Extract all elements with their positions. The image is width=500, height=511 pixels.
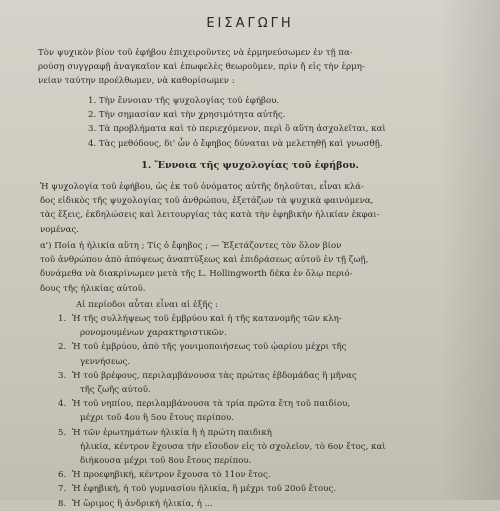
period-item: [58, 397, 386, 411]
period-number: 6.: [58, 470, 67, 481]
period-item: [58, 426, 386, 440]
intro-line: ρούσῃ συγγραφῇ ἀναγκαῖον καὶ ἐπωφελὲς θεωροῦμεν, πρὶν ἤ εἰς τὴν ἑρμη-: [38, 62, 365, 73]
period-number: 2.: [58, 342, 67, 353]
intro-list: [88, 94, 386, 151]
period-item: [58, 369, 386, 383]
period-number: 1.: [58, 314, 67, 324]
page-title: ΕΙΣΑΓΩΓΗ: [206, 16, 294, 31]
period-line: Ἡ τοῦ βρέφους, περιλαμβάνουσα τὰς πρώτας ἑβδομάδας ἢ μῆνας: [72, 370, 357, 381]
period-line: μέχρι τοῦ 4ου ἢ 5ου ἔτους περίπου.: [80, 413, 234, 424]
period-number: 3.: [58, 370, 67, 381]
period-line: Ἡ ὥριμος ἢ ἀνδρικὴ ἡλικία, ἡ ...: [72, 498, 213, 509]
section-heading: 1. Ἔννοια τῆς ψυχολογίας τοῦ ἐφήβου.: [141, 160, 359, 171]
intro-list-item: 3. Τὰ προβλήματα καὶ τὸ περιεχόμενον, περὶ ὃ αὕτη ἀσχολεῖται, καὶ: [88, 124, 386, 135]
paragraph-line: τὰς ἕξεις, ἐκδηλώσεις καὶ λειτουργίας τὰς κατὰ τὴν ἐφηβικὴν ἡλικίαν ἐκφαι-: [40, 210, 380, 221]
intro-paragraph: [38, 46, 365, 89]
paragraph-line: δους τῆς ἡλικίας αὐτοῦ.: [40, 283, 146, 294]
subsection-paragraph: [40, 239, 368, 296]
period-line: γεννήσεως.: [80, 356, 131, 367]
definition-paragraph: [40, 180, 380, 237]
period-number: 4.: [58, 399, 67, 410]
period-line: ρονομουμένων χαρακτηριστικῶν.: [80, 328, 227, 339]
period-line: Ἡ τῶν ἐρωτημάτων ἡλικία ἢ ἡ πρώτη παιδικὴ: [72, 427, 272, 438]
intro-list-item: 4. Τὰς μεθόδους, δι' ὧν ὁ ἔφηβος δύναται νὰ μελετηθῇ καὶ γνωσθῇ.: [88, 138, 383, 149]
period-number: 7.: [58, 484, 67, 495]
period-line: Ἡ τοῦ νηπίου, περιλαμβάνουσα τὰ τρία πρῶτα ἔτη τοῦ παιδίου,: [72, 399, 351, 410]
period-line: Ἡ προεφηβική, κέντρον ἔχουσα τὸ 11ον ἔτος.: [72, 470, 271, 481]
intro-line: Τὸν ψυχικὸν βίον τοῦ ἐφήβου ἐπιχειροῦντες νὰ ἑρμηνεύσωμεν ἐν τῇ πα-: [38, 48, 353, 58]
paragraph-line: δυνάμεθα νὰ διακρίνωμεν μετὰ τῆς L. Hollingworth δέκα ἐν ὅλῳ περιό-: [40, 269, 353, 280]
period-item: [58, 497, 386, 511]
period-line: Ἡ τῆς συλλήψεως τοῦ ἐμβρύου καὶ ἡ τῆς κατανομῆς τῶν κλη-: [72, 314, 342, 324]
period-line: ἡλικία, κέντρον ἔχουσα τὴν εἴσοδον εἰς τὸ σχολεῖον, τὸ 6ον ἔτος, καὶ: [80, 441, 386, 452]
periods-list: [58, 312, 386, 511]
paragraph-line: Ἡ ψυχολογία τοῦ ἐφήβου, ὡς ἐκ τοῦ ὀνόματος αὐτῆς δηλοῦται, εἶναι κλά-: [40, 182, 364, 192]
period-item: [58, 312, 386, 326]
period-line: διήκουσα μέχρι τοῦ 8ου ἔτους περίπου.: [80, 456, 252, 467]
period-item: [58, 482, 386, 496]
paragraph-line: νομένας.: [40, 224, 80, 235]
page-shadow: [440, 0, 500, 500]
period-number: 5.: [58, 427, 67, 438]
intro-line: νείαν ταύτην προέλθωμεν, νὰ καθορίσωμεν :: [38, 76, 235, 87]
period-line: τῆς ζωῆς αὐτοῦ.: [80, 385, 151, 396]
periods-intro: Αἱ περίοδοι αὗται εἶναι αἱ ἑξῆς :: [76, 300, 218, 310]
period-number: 8.: [58, 498, 67, 509]
period-item: [58, 340, 386, 354]
intro-list-item: 1. Τὴν ἔννοιαν τῆς ψυχολογίας τοῦ ἐφήβου.: [88, 96, 280, 106]
paragraph-line: τοῦ ἀνθρώπου ἀπὸ ἀπόψεως ἀναπτύξεως καὶ ἐπιδράσεως αὐτοῦ ἐν τῇ ζωῇ,: [40, 255, 369, 266]
period-item: [58, 468, 386, 482]
period-line: Ἡ τοῦ ἐμβρύου, ἀπὸ τῆς γονιμοποιήσεως τοῦ ᾠαρίου μέχρι τῆς: [72, 342, 347, 353]
period-line: Ἡ ἐφηβική, ἡ τοῦ γυμνασίου ἡλικία, ἢ μέχρι τοῦ 20οῦ ἔτους.: [72, 484, 336, 495]
intro-list-item: 2. Τὴν σημασίαν καὶ τὴν χρησιμότητα αὐτῆς.: [88, 110, 286, 121]
paragraph-line: δος εἰδικὸς τῆς ψυχολογίας τοῦ ἀνθρώπου, ἐξετάζων τὰ ψυχικὰ φαινόμενα,: [40, 196, 374, 207]
paragraph-line: α') Ποία ἡ ἡλικία αὕτη ; Τίς ὁ ἔφηβος ; — Ἐξετάζοντες τὸν ὅλον βίον: [40, 241, 342, 251]
